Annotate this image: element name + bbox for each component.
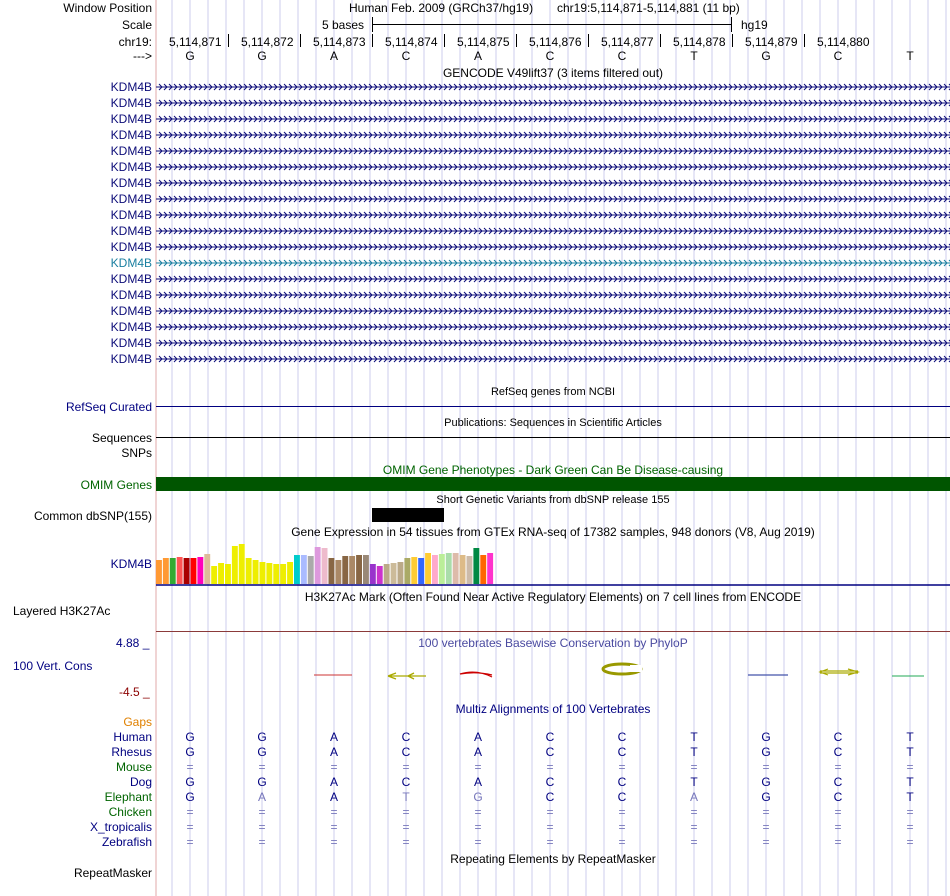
multiz-aligned-base: A xyxy=(473,775,482,789)
multiz-aligned-base: = xyxy=(690,835,698,849)
multiz-aligned-base: = xyxy=(402,820,410,834)
multiz-aligned-base: = xyxy=(402,760,410,774)
multiz-aligned-base: C xyxy=(545,790,555,804)
coordinate-tick-label: 5,114,876 xyxy=(529,35,582,49)
gtex-tissue-bar[interactable] xyxy=(163,558,169,584)
gtex-tissue-bar[interactable] xyxy=(287,562,293,584)
multiz-aligned-base: C xyxy=(833,775,843,789)
multiz-aligned-base: = xyxy=(402,835,410,849)
multiz-aligned-base: = xyxy=(402,805,410,819)
gencode-transcript-line[interactable] xyxy=(156,226,950,236)
gencode-transcript-line[interactable] xyxy=(156,130,950,140)
gencode-transcript-line[interactable] xyxy=(156,242,950,252)
gencode-transcript-line[interactable] xyxy=(156,82,950,92)
multiz-species-label[interactable]: Human xyxy=(113,730,152,744)
multiz-aligned-base: = xyxy=(762,760,770,774)
multiz-aligned-base: G xyxy=(185,745,195,759)
refseq-track-line xyxy=(156,406,950,407)
dbsnp-track-label[interactable]: Common dbSNP(155) xyxy=(33,509,152,523)
multiz-aligned-base: = xyxy=(474,820,482,834)
multiz-species-label[interactable]: Chicken xyxy=(108,805,152,819)
gencode-transcript-line[interactable] xyxy=(156,146,950,156)
gtex-tissue-bar[interactable] xyxy=(384,564,390,584)
multiz-aligned-base: = xyxy=(258,760,266,774)
multiz-aligned-base: C xyxy=(545,745,555,759)
multiz-aligned-base: T xyxy=(906,745,914,759)
gtex-tissue-bar[interactable] xyxy=(418,558,424,584)
gtex-tissue-bar[interactable] xyxy=(370,564,376,584)
gtex-tissue-bar[interactable] xyxy=(363,555,369,584)
scale-text: 5 bases xyxy=(322,18,365,32)
assembly-title: Human Feb. 2009 (GRCh37/hg19) xyxy=(349,1,534,15)
reference-base: G xyxy=(257,49,267,63)
gtex-tissue-bar[interactable] xyxy=(184,558,190,584)
gtex-expression-chart[interactable] xyxy=(156,540,950,586)
coordinate-tick-label: 5,114,875 xyxy=(457,35,510,49)
multiz-aligned-base: = xyxy=(258,835,266,849)
gencode-transcript-label[interactable]: KDM4B xyxy=(110,112,152,126)
multiz-aligned-base: A xyxy=(689,790,698,804)
gencode-transcript-line[interactable] xyxy=(156,306,950,316)
gtex-tissue-bar[interactable] xyxy=(232,546,238,584)
coordinate-tick xyxy=(228,34,229,47)
multiz-aligned-base: = xyxy=(546,805,554,819)
gtex-tissue-bar[interactable] xyxy=(404,558,410,584)
multiz-aligned-base: = xyxy=(258,820,266,834)
multiz-species-label[interactable]: Dog xyxy=(129,775,152,789)
gtex-tissue-bar[interactable] xyxy=(280,564,286,584)
chrom-label: chr19: xyxy=(118,35,152,49)
gtex-tissue-bar[interactable] xyxy=(218,563,224,584)
phylop-conservation-glyphs xyxy=(156,655,950,685)
strand-label: ---> xyxy=(133,49,152,63)
multiz-aligned-base: C xyxy=(833,730,843,744)
h3k27ac-track-label[interactable]: Layered H3K27Ac xyxy=(13,604,111,618)
multiz-aligned-base: = xyxy=(834,760,842,774)
coordinate-tick-label: 5,114,872 xyxy=(241,35,294,49)
gtex-tissue-bar[interactable] xyxy=(260,562,266,584)
gtex-track-title: Gene Expression in 54 tissues from GTEx RNA-seq of 17382 samples, 948 donors (V8, Aug 2019) xyxy=(291,525,815,539)
gtex-tissue-bar[interactable] xyxy=(266,563,272,584)
multiz-aligned-base: T xyxy=(906,730,914,744)
multiz-aligned-base: A xyxy=(329,745,338,759)
multiz-aligned-base: = xyxy=(834,805,842,819)
gtex-tissue-bar[interactable] xyxy=(156,560,162,584)
gtex-tissue-bar[interactable] xyxy=(191,558,197,584)
gtex-tissue-bar[interactable] xyxy=(246,558,252,584)
multiz-aligned-base: = xyxy=(690,820,698,834)
gtex-tissue-bar[interactable] xyxy=(329,558,335,584)
gtex-tissue-bar[interactable] xyxy=(239,544,245,584)
phylop-max-label: 4.88 _ xyxy=(116,636,150,650)
gencode-transcript-label[interactable]: KDM4B xyxy=(110,96,152,110)
gencode-transcript-line[interactable] xyxy=(156,98,950,108)
reference-base: C xyxy=(617,49,627,63)
gencode-transcript-label[interactable]: KDM4B xyxy=(110,240,152,254)
multiz-aligned-base: = xyxy=(618,805,626,819)
gtex-tissue-bar[interactable] xyxy=(335,560,341,584)
multiz-aligned-base: C xyxy=(833,790,843,804)
multiz-aligned-base: A xyxy=(473,745,482,759)
multiz-aligned-base: C xyxy=(617,790,627,804)
gencode-transcript-label[interactable]: KDM4B xyxy=(110,128,152,142)
multiz-aligned-base: C xyxy=(401,775,411,789)
dbsnp-variant-feature[interactable] xyxy=(372,508,444,522)
multiz-aligned-base: = xyxy=(834,835,842,849)
gtex-tissue-bar[interactable] xyxy=(308,556,314,584)
reference-base: G xyxy=(185,49,195,63)
multiz-species-label[interactable]: Rhesus xyxy=(111,745,152,759)
gtex-tissue-bar[interactable] xyxy=(446,553,452,584)
multiz-aligned-base: = xyxy=(186,820,194,834)
multiz-aligned-base: = xyxy=(330,820,338,834)
gtex-tissue-bar[interactable] xyxy=(211,566,217,584)
multiz-species-label[interactable]: Elephant xyxy=(104,790,152,804)
multiz-aligned-base: = xyxy=(690,760,698,774)
gtex-tissue-bar[interactable] xyxy=(432,555,438,584)
multiz-aligned-base: T xyxy=(690,745,698,759)
multiz-aligned-base: C xyxy=(617,730,627,744)
gtex-tissue-bar[interactable] xyxy=(301,555,307,584)
coordinate-tick-label: 5,114,871 xyxy=(169,35,222,49)
multiz-aligned-base: = xyxy=(474,760,482,774)
gencode-track-title: GENCODE V49lift37 (3 items filtered out) xyxy=(442,66,664,80)
publications-track-title: Publications: Sequences in Scientific Articles xyxy=(444,417,662,429)
reference-base: C xyxy=(833,49,843,63)
multiz-track-title: Multiz Alignments of 100 Vertebrates xyxy=(455,702,651,716)
gencode-transcript-label[interactable]: KDM4B xyxy=(110,208,152,222)
coordinate-tick-label: 5,114,874 xyxy=(385,35,438,49)
gencode-transcript-line[interactable] xyxy=(156,178,950,188)
multiz-aligned-base: = xyxy=(762,805,770,819)
gtex-tissue-bar[interactable] xyxy=(225,564,231,584)
multiz-aligned-base: C xyxy=(833,745,843,759)
gtex-tissue-bar[interactable] xyxy=(177,557,183,584)
multiz-aligned-base: G xyxy=(185,775,195,789)
publications-track-label[interactable]: Sequences xyxy=(91,431,152,445)
omim-feature-bar[interactable] xyxy=(156,477,950,491)
phylop-track-label[interactable]: 100 Vert. Cons xyxy=(13,659,93,673)
gtex-tissue-bar[interactable] xyxy=(322,548,328,584)
gencode-transcript-line[interactable] xyxy=(156,354,950,364)
multiz-aligned-base: = xyxy=(474,805,482,819)
multiz-aligned-base: T xyxy=(906,775,914,789)
gtex-tissue-bar[interactable] xyxy=(439,554,445,584)
scale-bar xyxy=(372,17,732,32)
refseq-track-label[interactable]: RefSeq Curated xyxy=(65,400,152,414)
gencode-transcript-label[interactable]: KDM4B xyxy=(110,176,152,190)
multiz-aligned-base: = xyxy=(690,805,698,819)
gencode-transcript-label[interactable]: KDM4B xyxy=(110,320,152,334)
omim-track-label[interactable]: OMIM Genes xyxy=(80,478,152,492)
multiz-aligned-base: = xyxy=(546,835,554,849)
reference-base: C xyxy=(545,49,555,63)
gencode-transcript-line[interactable] xyxy=(156,290,950,300)
gtex-tissue-bar[interactable] xyxy=(487,553,493,584)
gtex-tissue-bar[interactable] xyxy=(453,553,459,584)
multiz-aligned-base: C xyxy=(617,775,627,789)
gencode-transcript-line[interactable] xyxy=(156,322,950,332)
multiz-aligned-base: A xyxy=(257,790,266,804)
multiz-aligned-base: T xyxy=(690,730,698,744)
multiz-aligned-base: = xyxy=(258,805,266,819)
gtex-tissue-bar[interactable] xyxy=(170,558,176,584)
gtex-tissue-bar[interactable] xyxy=(273,564,279,584)
multiz-aligned-base: A xyxy=(329,775,338,789)
gtex-track-label[interactable]: KDM4B xyxy=(110,557,152,571)
multiz-aligned-base: G xyxy=(257,730,267,744)
coordinate-tick xyxy=(300,34,301,47)
reference-base: T xyxy=(906,49,914,63)
h3k27ac-track-title: H3K27Ac Mark (Often Found Near Active Regulatory Elements) on 7 cell lines from ENCODE xyxy=(304,590,802,604)
multiz-aligned-base: = xyxy=(330,805,338,819)
dbsnp-track-title: Short Genetic Variants from dbSNP release 155 xyxy=(436,494,670,506)
publications-track-line xyxy=(156,437,950,438)
gencode-transcript-label[interactable]: KDM4B xyxy=(110,352,152,366)
multiz-aligned-base: C xyxy=(545,775,555,789)
multiz-aligned-base: = xyxy=(186,835,194,849)
coordinate-tick-label: 5,114,877 xyxy=(601,35,654,49)
multiz-aligned-base: = xyxy=(906,835,914,849)
multiz-aligned-base: = xyxy=(546,760,554,774)
multiz-aligned-base: = xyxy=(906,760,914,774)
gencode-transcript-label[interactable]: KDM4B xyxy=(110,224,152,238)
gtex-tissue-bar[interactable] xyxy=(467,556,473,584)
multiz-aligned-base: = xyxy=(618,835,626,849)
gencode-transcript-line[interactable] xyxy=(156,338,950,348)
gtex-tissue-bar[interactable] xyxy=(342,556,348,584)
multiz-aligned-base: C xyxy=(401,745,411,759)
reference-base: C xyxy=(401,49,411,63)
multiz-aligned-base: = xyxy=(186,805,194,819)
coordinate-tick xyxy=(444,34,445,47)
multiz-aligned-base: T xyxy=(906,790,914,804)
gencode-transcript-label[interactable]: KDM4B xyxy=(110,80,152,94)
coordinate-tick xyxy=(588,34,589,47)
gencode-transcript-label[interactable]: KDM4B xyxy=(110,144,152,158)
gtex-tissue-bar[interactable] xyxy=(349,556,355,584)
coordinate-tick-label: 5,114,880 xyxy=(817,35,870,49)
multiz-aligned-base: C xyxy=(617,745,627,759)
multiz-aligned-base: = xyxy=(186,760,194,774)
gencode-transcript-line[interactable] xyxy=(156,114,950,124)
coordinate-tick-label: 5,114,878 xyxy=(673,35,726,49)
h3k27ac-baseline xyxy=(156,631,950,632)
multiz-aligned-base: = xyxy=(906,805,914,819)
gencode-transcript-label[interactable]: KDM4B xyxy=(110,272,152,286)
multiz-aligned-base: C xyxy=(401,730,411,744)
multiz-aligned-base: A xyxy=(329,790,338,804)
coordinate-tick xyxy=(372,34,373,47)
coordinate-tick xyxy=(516,34,517,47)
refseq-track-title: RefSeq genes from NCBI xyxy=(490,386,616,398)
multiz-gaps-label: Gaps xyxy=(123,715,152,729)
multiz-aligned-base: T xyxy=(690,775,698,789)
phylop-track-title: 100 vertebrates Basewise Conservation by PhyloP xyxy=(418,636,688,650)
multiz-aligned-base: G xyxy=(257,745,267,759)
phylop-min-label: -4.5 _ xyxy=(119,685,150,699)
position-readout: chr19:5,114,871-5,114,881 (11 bp) xyxy=(557,1,740,15)
gtex-tissue-bar[interactable] xyxy=(473,548,479,584)
coordinate-tick-label: 5,114,879 xyxy=(745,35,798,49)
gtex-tissue-bar[interactable] xyxy=(197,557,203,584)
reference-base: A xyxy=(473,49,482,63)
gtex-tissue-bar[interactable] xyxy=(377,566,383,584)
multiz-aligned-base: = xyxy=(474,835,482,849)
multiz-aligned-base: G xyxy=(185,730,195,744)
gencode-transcript-label[interactable]: KDM4B xyxy=(110,160,152,174)
multiz-aligned-base: G xyxy=(761,745,771,759)
gtex-tissue-bar[interactable] xyxy=(356,555,362,584)
gencode-transcript-line[interactable] xyxy=(156,162,950,172)
multiz-aligned-base: G xyxy=(473,790,483,804)
repeatmasker-track-label[interactable]: RepeatMasker xyxy=(73,866,152,880)
gencode-transcript-line[interactable] xyxy=(156,274,950,284)
gencode-transcript-line[interactable] xyxy=(156,210,950,220)
snps-group-label[interactable]: SNPs xyxy=(121,446,152,460)
gtex-tissue-bar[interactable] xyxy=(294,555,300,584)
reference-base: T xyxy=(690,49,698,63)
gtex-tissue-bar[interactable] xyxy=(480,555,486,584)
gencode-transcript-label[interactable]: KDM4B xyxy=(110,304,152,318)
multiz-aligned-base: = xyxy=(618,760,626,774)
coordinate-tick-label: 5,114,873 xyxy=(313,35,366,49)
multiz-aligned-base: A xyxy=(329,730,338,744)
multiz-aligned-base: G xyxy=(761,730,771,744)
reference-base: G xyxy=(761,49,771,63)
multiz-aligned-base: = xyxy=(906,820,914,834)
multiz-aligned-base: G xyxy=(761,790,771,804)
gtex-tissue-bar[interactable] xyxy=(204,554,210,584)
coordinate-tick xyxy=(732,34,733,47)
gtex-tissue-bar[interactable] xyxy=(391,563,397,584)
gtex-tissue-bar[interactable] xyxy=(411,557,417,584)
gencode-transcript-label[interactable]: KDM4B xyxy=(110,192,152,206)
repeatmasker-track-title: Repeating Elements by RepeatMasker xyxy=(450,852,656,866)
gencode-transcript-label[interactable]: KDM4B xyxy=(110,336,152,350)
multiz-aligned-base: = xyxy=(330,835,338,849)
multiz-aligned-base: = xyxy=(618,820,626,834)
coordinate-tick xyxy=(660,34,661,47)
omim-track-title: OMIM Gene Phenotypes - Dark Green Can Be Disease-causing xyxy=(382,463,724,477)
multiz-aligned-base: G xyxy=(761,775,771,789)
multiz-species-label[interactable]: X_tropicalis xyxy=(89,820,152,834)
multiz-aligned-base: = xyxy=(762,835,770,849)
multiz-species-label[interactable]: Zebrafish xyxy=(101,835,152,849)
multiz-aligned-base: T xyxy=(402,790,410,804)
multiz-aligned-base: G xyxy=(185,790,195,804)
multiz-aligned-base: A xyxy=(473,730,482,744)
db-name: hg19 xyxy=(741,18,768,32)
window-position-label: Window Position xyxy=(63,1,152,15)
gencode-transcript-label[interactable]: KDM4B xyxy=(110,256,152,270)
gtex-tissue-bar[interactable] xyxy=(425,553,431,584)
scale-label: Scale xyxy=(121,18,152,32)
multiz-aligned-base: = xyxy=(762,820,770,834)
gencode-transcript-label[interactable]: KDM4B xyxy=(110,288,152,302)
gtex-tissue-bar[interactable] xyxy=(253,560,259,584)
multiz-aligned-base: G xyxy=(257,775,267,789)
gtex-tissue-bar[interactable] xyxy=(315,547,321,584)
multiz-aligned-base: C xyxy=(545,730,555,744)
gtex-tissue-bar[interactable] xyxy=(398,562,404,584)
reference-base: A xyxy=(329,49,338,63)
gtex-tissue-bar[interactable] xyxy=(460,555,466,584)
multiz-aligned-base: = xyxy=(834,820,842,834)
multiz-aligned-base: = xyxy=(330,760,338,774)
coordinate-tick xyxy=(804,34,805,47)
multiz-aligned-base: = xyxy=(546,820,554,834)
gencode-transcript-line[interactable] xyxy=(156,258,950,268)
multiz-species-label[interactable]: Mouse xyxy=(115,760,152,774)
gencode-transcript-line[interactable] xyxy=(156,194,950,204)
